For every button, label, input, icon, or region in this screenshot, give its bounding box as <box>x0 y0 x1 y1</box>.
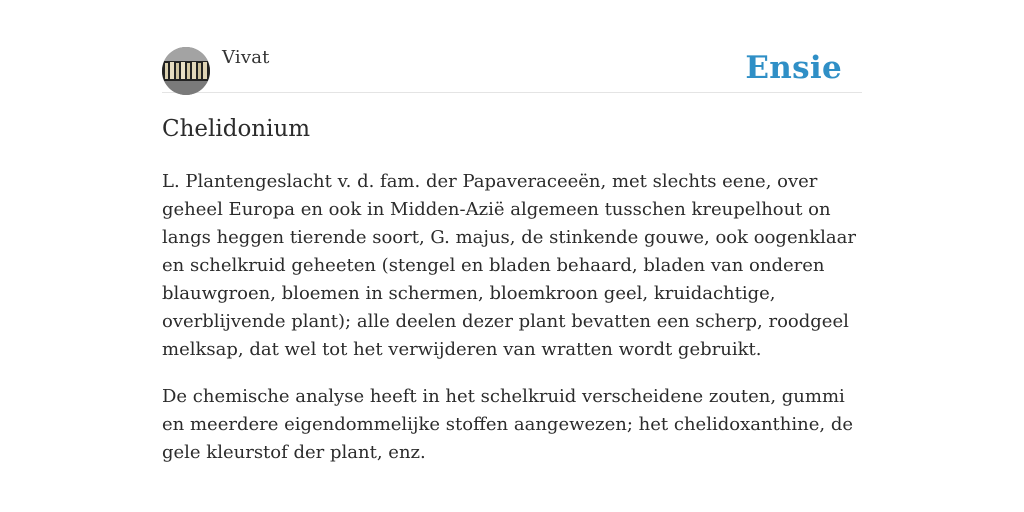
source-name[interactable]: Vivat <box>222 47 270 68</box>
brand-logo-text[interactable]: Ensie <box>745 50 842 86</box>
article-body <box>162 168 862 486</box>
article-paragraph: De chemische analyse heeft in het schelkruid verscheidene zouten, gummi en meerdere eigendommelijke stoffen aangewezen; het chelidoxanthine, de gele kleurstof der plant, enz. <box>162 386 853 463</box>
page-header <box>162 46 862 93</box>
source-avatar[interactable] <box>162 47 210 95</box>
article-paragraph: L. Plantengeslacht v. d. fam. der Papaveraceeën, met slechts eene, over geheel Europa en ook in Midden-Azië algemeen tusschen kreupelhout on langs heggen tierende soort, G. majus, de stinkende gouwe, ook oogenklaar en schelkruid geheeten (stengel en bladen behaard, bladen van onderen blauwgroen, bloemen in schermen, bloemkroon geel, kruidachtige, overblijvende plant); alle deelen dezer plant bevatten een scherp, roodgeel melksap, dat wel tot het verwijderen van wratten wordt gebruikt. <box>162 171 856 360</box>
book-spines-avatar-icon <box>162 47 210 95</box>
article-title: Chelidonium <box>162 116 311 142</box>
